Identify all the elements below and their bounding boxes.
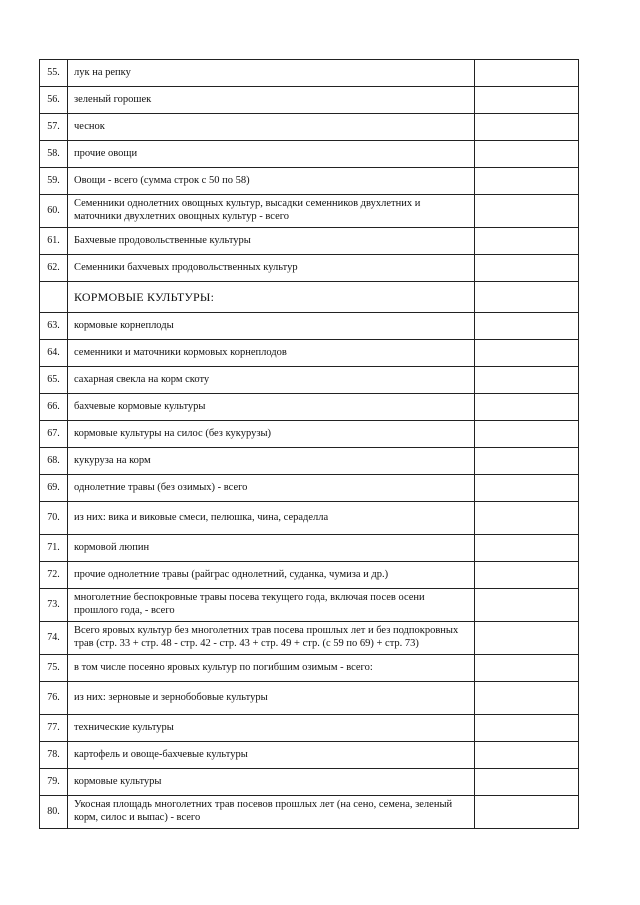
table-row	[40, 475, 579, 502]
row-value-cell	[475, 562, 579, 589]
row-label: бахчевые кормовые культуры	[68, 394, 475, 421]
row-number: 77.	[40, 715, 68, 742]
crop-area-table	[39, 59, 579, 829]
table-row	[40, 535, 579, 562]
row-value-cell	[475, 742, 579, 769]
row-value-cell	[475, 255, 579, 282]
row-number: 55.	[40, 60, 68, 87]
row-number: 68.	[40, 448, 68, 475]
row-label: Бахчевые продовольственные культуры	[68, 228, 475, 255]
row-label: из них: зерновые и зернобобовые культуры	[68, 682, 475, 715]
row-value-cell	[475, 114, 579, 141]
row-value-cell	[475, 87, 579, 114]
row-value-cell	[475, 394, 579, 421]
row-value-cell	[475, 475, 579, 502]
table-row	[40, 715, 579, 742]
row-value-cell	[475, 421, 579, 448]
table-row	[40, 313, 579, 340]
row-number: 60.	[40, 195, 68, 228]
row-label: Укосная площадь многолетних трав посевов прошлых лет (на сено, семена, зеленый корм, силос и выпас) - всего	[68, 796, 475, 829]
row-number: 66.	[40, 394, 68, 421]
row-number: 65.	[40, 367, 68, 394]
row-number: 76.	[40, 682, 68, 715]
row-number: 74.	[40, 622, 68, 655]
table-row	[40, 502, 579, 535]
row-value-cell	[475, 141, 579, 168]
table-row	[40, 367, 579, 394]
table-row	[40, 255, 579, 282]
row-value-cell	[475, 367, 579, 394]
row-number: 73.	[40, 589, 68, 622]
row-number: 61.	[40, 228, 68, 255]
row-value-cell	[475, 282, 579, 313]
row-number: 62.	[40, 255, 68, 282]
row-label: кормовой люпин	[68, 535, 475, 562]
row-number: 78.	[40, 742, 68, 769]
table-row	[40, 589, 579, 622]
row-label: Семенники бахчевых продовольственных культур	[68, 255, 475, 282]
row-label: прочие однолетние травы (райграс однолетний, суданка, чумиза и др.)	[68, 562, 475, 589]
table-row	[40, 60, 579, 87]
table-row	[40, 562, 579, 589]
row-value-cell	[475, 769, 579, 796]
row-number	[40, 282, 68, 313]
row-number: 59.	[40, 168, 68, 195]
row-label: в том числе посеяно яровых культур по погибшим озимым - всего:	[68, 655, 475, 682]
row-number: 67.	[40, 421, 68, 448]
row-label: кукуруза на корм	[68, 448, 475, 475]
table-row	[40, 394, 579, 421]
table-row	[40, 195, 579, 228]
row-label: чеснок	[68, 114, 475, 141]
section-title: КОРМОВЫЕ КУЛЬТУРЫ:	[68, 282, 475, 313]
row-label: лук на репку	[68, 60, 475, 87]
row-value-cell	[475, 448, 579, 475]
row-label: сахарная свекла на корм скоту	[68, 367, 475, 394]
row-value-cell	[475, 715, 579, 742]
row-label: прочие овощи	[68, 141, 475, 168]
row-value-cell	[475, 313, 579, 340]
row-value-cell	[475, 502, 579, 535]
table-row	[40, 769, 579, 796]
table-row	[40, 114, 579, 141]
table-row	[40, 796, 579, 829]
row-value-cell	[475, 535, 579, 562]
row-label: однолетние травы (без озимых) - всего	[68, 475, 475, 502]
row-value-cell	[475, 228, 579, 255]
table-row	[40, 141, 579, 168]
row-value-cell	[475, 682, 579, 715]
section-header-row	[40, 282, 579, 313]
row-label: многолетние беспокровные травы посева текущего года, включая посев осени прошлого года, - всего	[68, 589, 475, 622]
row-number: 71.	[40, 535, 68, 562]
row-number: 80.	[40, 796, 68, 829]
row-value-cell	[475, 622, 579, 655]
table-row	[40, 168, 579, 195]
row-label: кормовые корнеплоды	[68, 313, 475, 340]
table-row	[40, 682, 579, 715]
row-label: зеленый горошек	[68, 87, 475, 114]
row-number: 63.	[40, 313, 68, 340]
row-number: 72.	[40, 562, 68, 589]
row-value-cell	[475, 589, 579, 622]
row-number: 69.	[40, 475, 68, 502]
row-value-cell	[475, 340, 579, 367]
table-row	[40, 340, 579, 367]
row-label: из них: вика и виковые смеси, пелюшка, чина, сераделла	[68, 502, 475, 535]
row-number: 57.	[40, 114, 68, 141]
row-value-cell	[475, 195, 579, 228]
row-label: семенники и маточники кормовых корнеплодов	[68, 340, 475, 367]
table-row	[40, 622, 579, 655]
table-row	[40, 87, 579, 114]
row-number: 64.	[40, 340, 68, 367]
row-number: 75.	[40, 655, 68, 682]
row-value-cell	[475, 60, 579, 87]
row-value-cell	[475, 655, 579, 682]
row-label: кормовые культуры	[68, 769, 475, 796]
table-row	[40, 448, 579, 475]
row-value-cell	[475, 796, 579, 829]
row-value-cell	[475, 168, 579, 195]
row-label: картофель и овоще-бахчевые культуры	[68, 742, 475, 769]
row-label: Овощи - всего (сумма строк с 50 по 58)	[68, 168, 475, 195]
row-label: кормовые культуры на силос (без кукурузы)	[68, 421, 475, 448]
row-label: Всего яровых культур без многолетних трав посева прошлых лет и без подпокровных трав (стр. 33 + стр. 48 - стр. 42 - стр. 43 + стр. 49 + стр. (с 59 по 69) + стр. 73)	[68, 622, 475, 655]
table-row	[40, 742, 579, 769]
row-number: 58.	[40, 141, 68, 168]
table-row	[40, 228, 579, 255]
row-label: Семенники однолетних овощных культур, высадки семенников двухлетних и маточники двухлетних овощных культур - всего	[68, 195, 475, 228]
row-number: 79.	[40, 769, 68, 796]
table-row	[40, 421, 579, 448]
row-label: технические культуры	[68, 715, 475, 742]
row-number: 70.	[40, 502, 68, 535]
table-row	[40, 655, 579, 682]
row-number: 56.	[40, 87, 68, 114]
